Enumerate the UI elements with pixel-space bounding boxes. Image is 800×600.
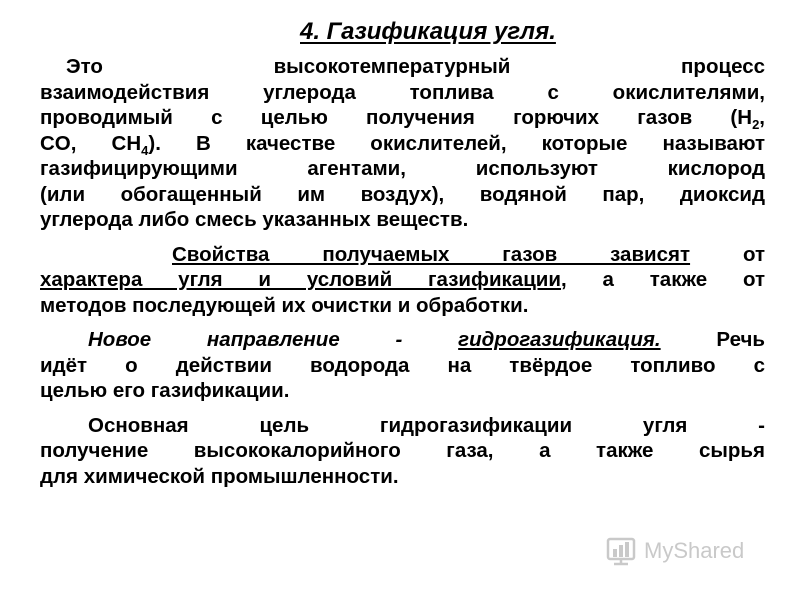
slide-title: 4. Газификация угля. (300, 18, 556, 45)
text-line: газифицирующими агентами, используют кислород (40, 157, 765, 180)
text-line: характера угля и условий газификации, а также от (40, 268, 765, 291)
myshared-watermark (606, 536, 744, 566)
watermark-label: MyShared (644, 538, 745, 563)
text-line: идёт о действии водорода на твёрдое топливо с (40, 353, 765, 377)
text-line: Свойства получаемых газов зависят от (172, 242, 766, 266)
text-line: взаимодействия углерода топлива с окислителями, (40, 80, 765, 104)
paragraph-main-goal (40, 413, 765, 490)
text-line: методов последующей их очистки и обработки. (40, 293, 529, 317)
text-line: для химической промышленности. (40, 464, 399, 488)
text-line: углерода либо смесь указанных веществ. (40, 208, 469, 231)
text-line: CO, $CH_4$). В качестве окислителей, которые называют (40, 131, 765, 158)
text-line: целью его газификации. (40, 379, 290, 402)
paragraph-gas-properties (40, 242, 765, 319)
text-line: Это высокотемпературный процесс (66, 55, 766, 78)
bar-chart-logo-icon (606, 536, 638, 566)
paragraph-new-direction (40, 327, 765, 404)
text-line: проводимый с целью получения горючих газов ($H_2$, (40, 106, 765, 133)
text-line: (или обогащенный им воздух), водяной пар, диоксид (40, 182, 765, 206)
paragraph-definition (40, 54, 765, 233)
text-line: Основная цель гидрогазификации угля - (88, 413, 765, 437)
text-line: получение высококалорийного газа, а также сырья (40, 439, 765, 462)
text-line: Новое направление - гидрогазификация. Речь (88, 328, 765, 351)
slide-body (40, 54, 765, 498)
